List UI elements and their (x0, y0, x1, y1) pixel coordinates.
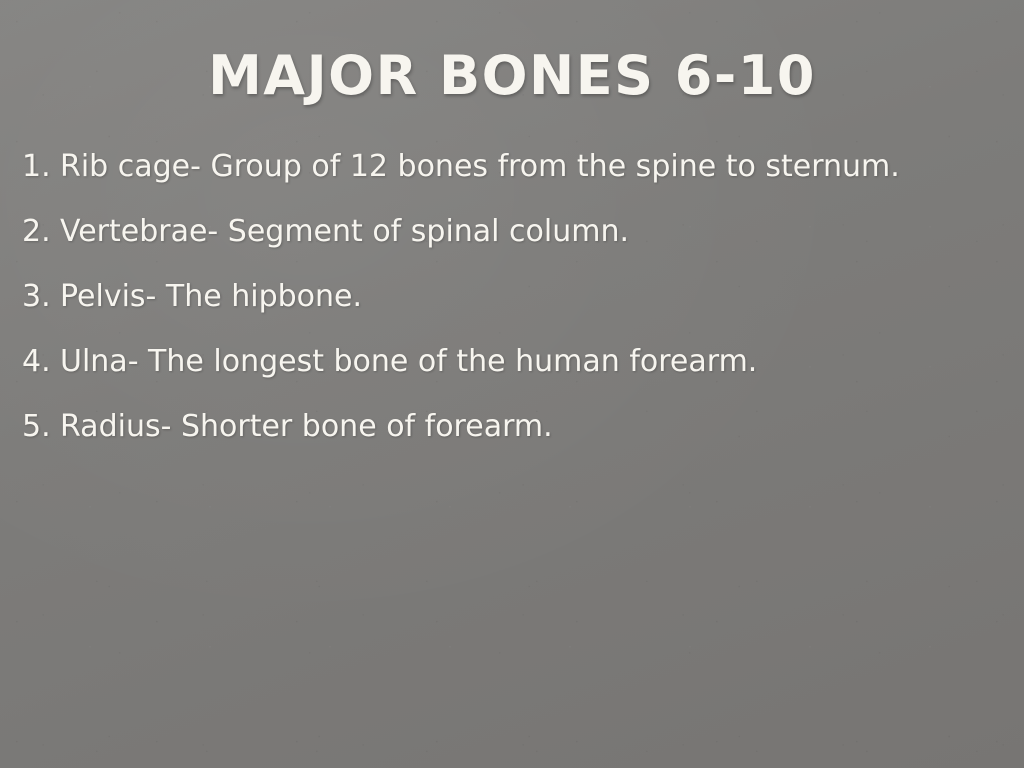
list-item-text: Vertebrae- Segment of spinal column. (60, 214, 630, 249)
list-item-text: Ulna- The longest bone of the human forearm. (60, 344, 758, 379)
bone-list (22, 149, 1002, 477)
list-item (22, 149, 1002, 184)
slide-title: MAJOR BONES 6-10 (208, 44, 816, 107)
list-item-text: Pelvis- The hipbone. (60, 279, 363, 314)
list-item-number: 5. (22, 409, 51, 444)
list-item (22, 279, 1002, 314)
list-item (22, 409, 1002, 444)
list-item-number: 2. (22, 214, 51, 249)
list-item-number: 4. (22, 344, 51, 379)
list-item-text: Radius- Shorter bone of forearm. (60, 409, 553, 444)
list-item-number: 3. (22, 279, 51, 314)
list-item-text: Rib cage- Group of 12 bones from the spine to sternum. (60, 149, 900, 184)
list-item (22, 214, 1002, 249)
list-item-number: 1. (22, 149, 51, 184)
list-item (22, 344, 1002, 379)
